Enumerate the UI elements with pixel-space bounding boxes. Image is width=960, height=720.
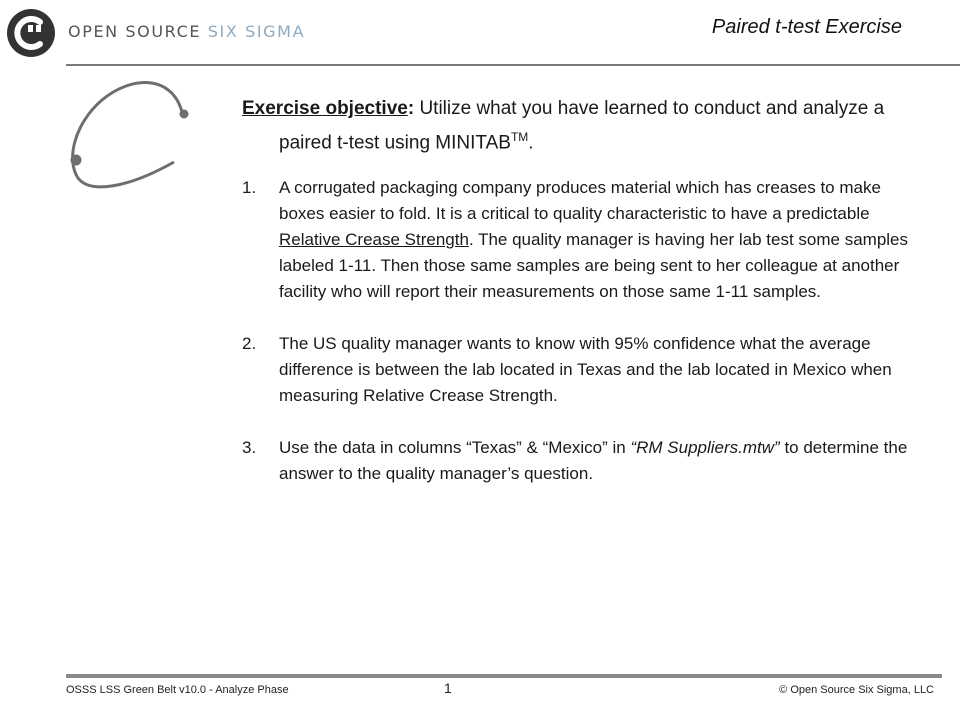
footer-copyright: © Open Source Six Sigma, LLC — [779, 684, 934, 696]
list-item-number: 3. — [242, 438, 257, 458]
objective-period: . — [528, 132, 534, 154]
list-item-text: The US quality manager wants to know with 95% confidence what the average difference is between the lab located in Texas and the lab located in Mexico when measuring Relative Crease Strength. — [279, 334, 892, 406]
list-item-text: Use the data in columns “Texas” & “Mexico” in — [279, 438, 631, 458]
list-item — [242, 435, 922, 487]
objective-text: Utilize what you have learned to conduct and analyze a paired t-test using MINITAB — [279, 98, 885, 154]
logo-wordmark — [68, 22, 305, 41]
footer-divider — [66, 674, 942, 678]
list-item-text: . The quality manager is having her lab test some samples labeled 1-11. Then those same samples are being sent to her colleague at another facility who will report their measurements on those same 1-11 samples. — [279, 230, 909, 302]
worksheet-filename: “RM Suppliers.mtw” — [630, 438, 780, 458]
list-item-text: to determine the answer to the quality manager’s question. — [279, 438, 908, 484]
relative-crease-strength-term: Relative Crease Strength — [279, 230, 469, 250]
open-source-six-sigma-logo-icon — [6, 8, 56, 58]
list-item-text: A corrugated packaging company produces material which has creases to make boxes easier to fold. It is a critical to quality characteristic to have a predictable — [279, 178, 881, 224]
trademark-superscript: TM — [510, 130, 529, 144]
list-item — [242, 331, 922, 409]
logo-word-open-source: OPEN SOURCE — [68, 22, 202, 41]
slide-content — [242, 94, 922, 487]
list-item — [242, 175, 922, 305]
header-divider — [66, 64, 960, 66]
logo-word-six-sigma: SIX SIGMA — [207, 22, 306, 41]
decorative-c-arc-icon — [60, 70, 200, 200]
footer-course-label: OSSS LSS Green Belt v10.0 - Analyze Phase — [66, 684, 289, 696]
objective-label: Exercise objective — [242, 98, 408, 119]
exercise-objective: Exercise objective: Utilize what you have learned to conduct and analyze a paired t-test using MINITAB™. — [242, 98, 885, 154]
slide-title: Paired t-test Exercise — [711, 16, 902, 38]
exercise-steps-list — [242, 175, 922, 487]
list-item-number: 1. — [242, 178, 257, 198]
list-item-number: 2. — [242, 334, 257, 354]
page-number: 1 — [444, 680, 452, 696]
